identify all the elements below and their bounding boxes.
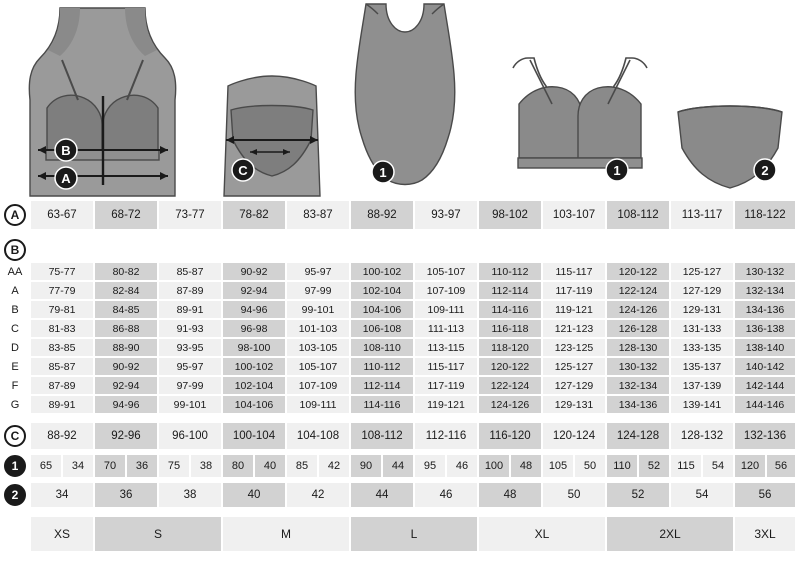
- row-header: B: [0, 300, 30, 319]
- row-one-cell: 42: [318, 454, 350, 478]
- matrix-cell: 117-119: [542, 281, 606, 300]
- marker-2: [754, 159, 776, 181]
- matrix-cell: 129-131: [542, 395, 606, 414]
- row-a: [0, 200, 800, 230]
- row-one-cell: 38: [190, 454, 222, 478]
- matrix-cell: 89-91: [30, 395, 94, 414]
- matrix-cell: 86-88: [94, 319, 158, 338]
- swimsuit-one-piece: [355, 4, 455, 185]
- matrix-cell: 91-93: [158, 319, 222, 338]
- matrix-cell: 80-82: [94, 262, 158, 281]
- matrix-cell: 133-135: [670, 338, 734, 357]
- matrix-cell: 106-108: [350, 319, 414, 338]
- row-c: [0, 422, 800, 450]
- table-row: [0, 319, 800, 338]
- matrix-cell: 140-142: [734, 357, 796, 376]
- matrix-cell: 119-121: [414, 395, 478, 414]
- matrix-cell: 108-110: [350, 338, 414, 357]
- row-two-cell: 52: [606, 482, 670, 508]
- row-c-cell: 128-132: [670, 422, 734, 450]
- matrix-cell: 102-104: [350, 281, 414, 300]
- row-two-cell: 44: [350, 482, 414, 508]
- matrix-cell: 105-107: [414, 262, 478, 281]
- size-cell-3xl: 3XL: [734, 516, 796, 552]
- row-one-cell: 75: [158, 454, 190, 478]
- row-c-cell: 96-100: [158, 422, 222, 450]
- row-one-cell: 54: [702, 454, 734, 478]
- matrix-cell: 87-89: [30, 376, 94, 395]
- matrix-cell: 129-131: [670, 300, 734, 319]
- row-one-cell: 40: [254, 454, 286, 478]
- row-two-cell: 48: [478, 482, 542, 508]
- row-one-cell: 110: [606, 454, 638, 478]
- matrix-cell: 134-136: [734, 300, 796, 319]
- matrix-cell: 105-107: [286, 357, 350, 376]
- table-row: [0, 357, 800, 376]
- size-cell-xs: XS: [30, 516, 94, 552]
- marker-1: [372, 161, 394, 183]
- matrix-cell: 83-85: [30, 338, 94, 357]
- matrix-cell: 111-113: [414, 319, 478, 338]
- row-c-badge-cell: [0, 422, 30, 450]
- matrix-cell: 104-106: [350, 300, 414, 319]
- row-a-cells: [0, 200, 800, 230]
- svg-text:B: B: [61, 143, 71, 158]
- row-header: G: [0, 395, 30, 414]
- row-b: [0, 238, 800, 414]
- matrix-cell: 101-103: [286, 319, 350, 338]
- illustration-panel: [0, 0, 800, 200]
- matrix-cell: 96-98: [222, 319, 286, 338]
- matrix-cell: 126-128: [606, 319, 670, 338]
- row-one-cell: 115: [670, 454, 702, 478]
- size-cell-xl: XL: [478, 516, 606, 552]
- badge-2: 2: [4, 484, 26, 506]
- matrix-cell: 100-102: [222, 357, 286, 376]
- matrix-cell: 87-89: [158, 281, 222, 300]
- spacer: [0, 508, 800, 516]
- matrix-cell: 117-119: [414, 376, 478, 395]
- matrix-cell: 142-144: [734, 376, 796, 395]
- matrix-cell: 102-104: [222, 376, 286, 395]
- matrix-cell: 110-112: [478, 262, 542, 281]
- matrix-cell: 125-127: [542, 357, 606, 376]
- row-a-cell: 68-72: [94, 200, 158, 230]
- marker-B: [55, 139, 77, 161]
- row-header: F: [0, 376, 30, 395]
- row-a-cell: 108-112: [606, 200, 670, 230]
- row-header: D: [0, 338, 30, 357]
- row-a-cell: 83-87: [286, 200, 350, 230]
- matrix-cell: 122-124: [606, 281, 670, 300]
- row-one-cell: 80: [222, 454, 254, 478]
- table-row: [0, 262, 800, 281]
- matrix-cell: 124-126: [606, 300, 670, 319]
- row-two-cell: 36: [94, 482, 158, 508]
- row-two-cell: 42: [286, 482, 350, 508]
- matrix-cell: 93-95: [158, 338, 222, 357]
- row-sizes: [0, 516, 800, 552]
- matrix-cell: 138-140: [734, 338, 796, 357]
- matrix-cell: 82-84: [94, 281, 158, 300]
- row-one: [0, 454, 800, 478]
- row-sizes-cells: [0, 516, 800, 552]
- matrix-cell: 89-91: [158, 300, 222, 319]
- matrix-cell: 110-112: [350, 357, 414, 376]
- svg-text:A: A: [61, 171, 71, 186]
- table-row: [0, 338, 800, 357]
- matrix-cell: 128-130: [606, 338, 670, 357]
- matrix-cell: 127-129: [542, 376, 606, 395]
- row-two-cell: 34: [30, 482, 94, 508]
- row-one-cell: 50: [574, 454, 606, 478]
- matrix-cell: 79-81: [30, 300, 94, 319]
- row-one-cell: 44: [382, 454, 414, 478]
- row-one-cell: 70: [94, 454, 126, 478]
- row-c-cell: 132-136: [734, 422, 796, 450]
- matrix-cell: 98-100: [222, 338, 286, 357]
- row-c-cell: 112-116: [414, 422, 478, 450]
- row-a-cell: 93-97: [414, 200, 478, 230]
- row-one-cell: 85: [286, 454, 318, 478]
- table-row: [0, 281, 800, 300]
- row-a-cell: 73-77: [158, 200, 222, 230]
- matrix-cell: 81-83: [30, 319, 94, 338]
- badge-b: B: [4, 239, 26, 261]
- row-c-cell: 104-108: [286, 422, 350, 450]
- badge-a: A: [4, 204, 26, 226]
- row-c-cell: 92-96: [94, 422, 158, 450]
- row-c-cell: 116-120: [478, 422, 542, 450]
- matrix-cell: 92-94: [222, 281, 286, 300]
- bra-front-measure: [29, 8, 175, 196]
- row-a-cell: 78-82: [222, 200, 286, 230]
- matrix-cell: 103-105: [286, 338, 350, 357]
- row-c-cell: 108-112: [350, 422, 414, 450]
- row-two-cell: 56: [734, 482, 796, 508]
- badge-1: 1: [4, 455, 26, 477]
- row-one-badge-cell: [0, 454, 30, 478]
- matrix-cell: 120-122: [478, 357, 542, 376]
- row-two-cell: 38: [158, 482, 222, 508]
- matrix-cell: 85-87: [30, 357, 94, 376]
- row-two-cell: 50: [542, 482, 606, 508]
- row-header: A: [0, 281, 30, 300]
- matrix-cell: 77-79: [30, 281, 94, 300]
- matrix-cell: 137-139: [670, 376, 734, 395]
- matrix-cell: 127-129: [670, 281, 734, 300]
- row-header: E: [0, 357, 30, 376]
- matrix-cell: 99-101: [158, 395, 222, 414]
- row-one-cell: 90: [350, 454, 382, 478]
- spacer: [0, 230, 800, 238]
- matrix-cell: 112-114: [478, 281, 542, 300]
- row-two: [0, 482, 800, 508]
- row-one-cell: 95: [414, 454, 446, 478]
- matrix-cell: 92-94: [94, 376, 158, 395]
- matrix-cell: 144-146: [734, 395, 796, 414]
- row-a-cell: 63-67: [30, 200, 94, 230]
- matrix-cell: 95-97: [158, 357, 222, 376]
- matrix-cell: 94-96: [94, 395, 158, 414]
- row-one-cell: 48: [510, 454, 542, 478]
- svg-text:2: 2: [761, 163, 769, 178]
- matrix-cell: 114-116: [350, 395, 414, 414]
- table-row: [0, 395, 800, 414]
- table-row: [0, 376, 800, 395]
- row-two-cells: [0, 482, 800, 508]
- row-b-badge-cell: [0, 238, 30, 262]
- row-one-cell: 36: [126, 454, 158, 478]
- row-a-cell: 118-122: [734, 200, 796, 230]
- matrix-cell: 124-126: [478, 395, 542, 414]
- matrix-cell: 139-141: [670, 395, 734, 414]
- matrix-cell: 88-90: [94, 338, 158, 357]
- matrix-cell: 107-109: [286, 376, 350, 395]
- row-a-cell: 98-102: [478, 200, 542, 230]
- matrix-cell: 104-106: [222, 395, 286, 414]
- row-one-cells: [0, 454, 800, 478]
- row-one-cell: 120: [734, 454, 766, 478]
- row-one-cell: 46: [446, 454, 478, 478]
- matrix-cell: 90-92: [222, 262, 286, 281]
- matrix-cell: 100-102: [350, 262, 414, 281]
- matrix-cell: 118-120: [478, 338, 542, 357]
- matrix-cell: 134-136: [606, 395, 670, 414]
- row-header: AA: [0, 262, 30, 281]
- matrix-cell: 122-124: [478, 376, 542, 395]
- row-two-cell: 54: [670, 482, 734, 508]
- matrix-cell: 123-125: [542, 338, 606, 357]
- matrix-cell: 135-137: [670, 357, 734, 376]
- matrix-cell: 121-123: [542, 319, 606, 338]
- row-sizes-spacer: [0, 516, 30, 552]
- matrix-cell: 115-117: [414, 357, 478, 376]
- row-c-cell: 120-124: [542, 422, 606, 450]
- row-c-cell: 100-104: [222, 422, 286, 450]
- svg-text:1: 1: [613, 163, 621, 178]
- table-row: [0, 300, 800, 319]
- row-one-cell: 34: [62, 454, 94, 478]
- matrix-cell: 112-114: [350, 376, 414, 395]
- matrix-cell: 75-77: [30, 262, 94, 281]
- matrix-cell: 125-127: [670, 262, 734, 281]
- marker-A: [55, 167, 77, 189]
- matrix-cell: 109-111: [286, 395, 350, 414]
- matrix-cell: 107-109: [414, 281, 478, 300]
- matrix-cell: 113-115: [414, 338, 478, 357]
- matrix-cell: 99-101: [286, 300, 350, 319]
- row-two-badge-cell: [0, 482, 30, 508]
- row-one-cell: 100: [478, 454, 510, 478]
- matrix-cell: 97-99: [158, 376, 222, 395]
- matrix-cell: 119-121: [542, 300, 606, 319]
- matrix-cell: 84-85: [94, 300, 158, 319]
- matrix-cell: 132-134: [606, 376, 670, 395]
- row-c-cell: 88-92: [30, 422, 94, 450]
- size-cell-2xl: 2XL: [606, 516, 734, 552]
- matrix-cell: 90-92: [94, 357, 158, 376]
- spacer: [0, 414, 800, 422]
- matrix-cell: 131-133: [670, 319, 734, 338]
- row-b-badge-row: [0, 238, 800, 262]
- matrix-cell: 95-97: [286, 262, 350, 281]
- size-cell-m: M: [222, 516, 350, 552]
- row-one-cell: 56: [766, 454, 796, 478]
- matrix-cell: 114-116: [478, 300, 542, 319]
- row-c-cells: [0, 422, 800, 450]
- row-two-cell: 40: [222, 482, 286, 508]
- matrix-cell: 94-96: [222, 300, 286, 319]
- matrix-cell: 115-117: [542, 262, 606, 281]
- row-one-cell: 105: [542, 454, 574, 478]
- row-a-cell: 113-117: [670, 200, 734, 230]
- row-a-cell: 88-92: [350, 200, 414, 230]
- matrix-cell: 130-132: [606, 357, 670, 376]
- marker-C: [232, 159, 254, 181]
- row-a-cell: 103-107: [542, 200, 606, 230]
- row-one-cell: 65: [30, 454, 62, 478]
- matrix-cell: 85-87: [158, 262, 222, 281]
- row-a-badge-cell: [0, 200, 30, 230]
- svg-text:C: C: [238, 163, 248, 178]
- matrix-cell: 116-118: [478, 319, 542, 338]
- matrix-cell: 136-138: [734, 319, 796, 338]
- marker-1b: [606, 159, 628, 181]
- row-header: C: [0, 319, 30, 338]
- matrix-cell: 109-111: [414, 300, 478, 319]
- matrix-cell: 97-99: [286, 281, 350, 300]
- size-cell-s: S: [94, 516, 222, 552]
- svg-text:1: 1: [379, 165, 387, 180]
- row-two-cell: 46: [414, 482, 478, 508]
- size-cell-l: L: [350, 516, 478, 552]
- badge-c: C: [4, 425, 26, 447]
- matrix-cell: 120-122: [606, 262, 670, 281]
- matrix-cell: 130-132: [734, 262, 796, 281]
- row-c-cell: 124-128: [606, 422, 670, 450]
- matrix-cell: 132-134: [734, 281, 796, 300]
- bra-back: [513, 58, 647, 168]
- row-one-cell: 52: [638, 454, 670, 478]
